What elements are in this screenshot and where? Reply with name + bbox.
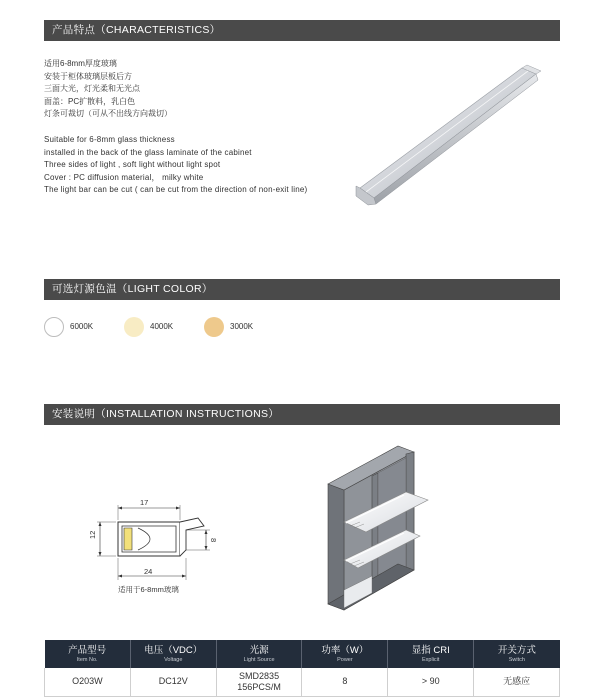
light-color-divider — [44, 299, 560, 300]
dim-left-label: 12 — [88, 530, 97, 539]
cell-cri: > 90 — [388, 668, 474, 696]
spec-table — [44, 640, 560, 697]
cell-light-source: SMD2835 156PCS/M — [216, 668, 302, 696]
en-line-5: The light bar can be cut ( can be cut from the direction of non-exit line) — [44, 185, 308, 194]
spec-table-header-row — [45, 640, 560, 668]
dim-top-label: 17 — [140, 498, 149, 507]
swatch-4000k-label: 4000K — [150, 322, 174, 331]
swatch-3000k-label: 3000K — [230, 322, 254, 331]
cell-switch: 无感应 — [474, 668, 560, 696]
header-voltage: 电压（VDC） Voltage — [130, 640, 216, 668]
installation-divider — [44, 424, 560, 425]
cell-voltage: DC12V — [130, 668, 216, 696]
en-line-1: Suitable for 6-8mm glass thickness — [44, 135, 175, 144]
zh-line-4: 面盖：PC扩散料，乳白色 — [44, 96, 136, 106]
header-item-no: 产品型号 Item No. — [45, 640, 131, 668]
cabinet-illustration — [320, 440, 450, 620]
cell-item-no: O203W — [45, 668, 131, 696]
light-color-header: 可选灯源色温（LIGHT COLOR） — [44, 279, 560, 299]
swatch-3000k — [204, 317, 224, 337]
swatch-6000k-label: 6000K — [70, 322, 94, 331]
header-cri: 显指 CRI Explicit — [388, 640, 474, 668]
zh-line-3: 三面大光，灯光柔和无光点 — [44, 84, 140, 93]
cell-power: 8 — [302, 668, 388, 696]
led-profile-image — [352, 60, 552, 210]
header-light-source: 光源 Light Source — [216, 640, 302, 668]
en-line-3: Three sides of light , soft light without light spot — [44, 160, 221, 169]
dim-bottom-label: 24 — [144, 567, 153, 576]
zh-line-2: 安装于柜体玻璃层板后方 — [44, 71, 132, 81]
header-switch: 开关方式 Switch — [474, 640, 560, 668]
characteristics-header: 产品特点（CHARACTERISTICS） — [44, 20, 560, 40]
installation-caption: 适用于6-8mm玻璃 — [118, 585, 179, 594]
zh-line-1: 适用6-8mm厚度玻璃 — [44, 59, 117, 68]
installation-header: 安装说明（INSTALLATION INSTRUCTIONS） — [44, 404, 560, 424]
en-line-2: installed in the back of the glass laminate of the cabinet — [44, 147, 252, 157]
characteristics-divider — [44, 40, 560, 41]
dim-right-label: 8 — [209, 538, 218, 543]
swatch-6000k — [44, 317, 64, 337]
en-line-4: Cover : PC diffusion material， milky white — [44, 172, 204, 182]
zh-line-5: 灯条可裁切（可从不出线方向裁切） — [44, 109, 172, 118]
header-power: 功率（W） Power — [302, 640, 388, 668]
swatch-4000k — [124, 317, 144, 337]
table-row — [45, 668, 560, 696]
